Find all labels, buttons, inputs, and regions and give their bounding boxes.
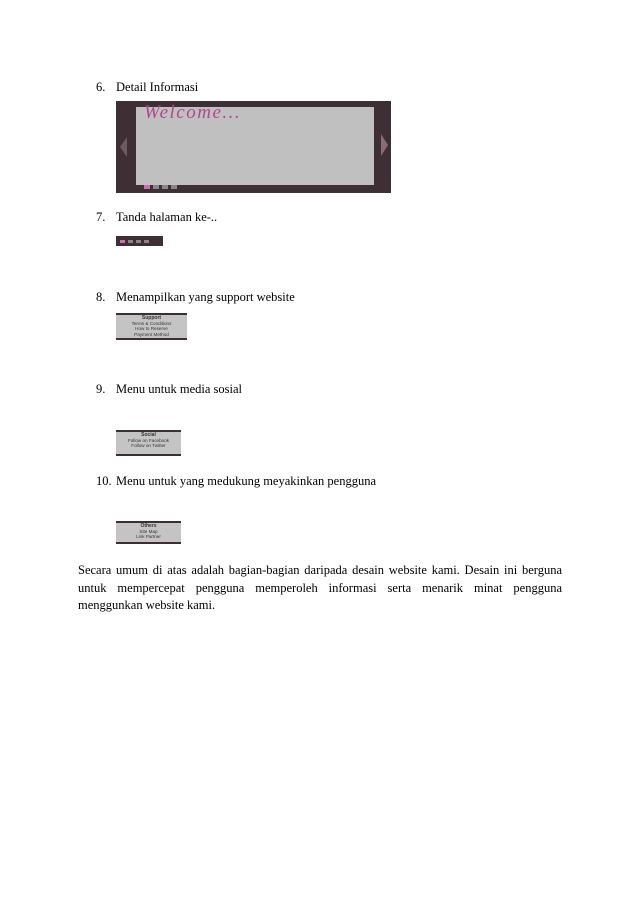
item-number: 7. xyxy=(96,210,106,224)
item-text: Menu untuk media sosial xyxy=(116,382,243,396)
item-number: 6. xyxy=(96,80,106,94)
page-dot xyxy=(162,185,168,189)
support-link: How to Reserve xyxy=(135,326,168,332)
item-number: 8. xyxy=(96,290,106,304)
page-dot xyxy=(144,240,149,243)
arrow-right-icon xyxy=(381,134,388,156)
page-dot xyxy=(171,185,177,189)
item-number: 9. xyxy=(96,382,106,396)
others-box-figure xyxy=(116,521,181,544)
social-box-figure xyxy=(116,430,181,456)
others-link: Link Partner xyxy=(136,534,161,540)
page-indicator-figure xyxy=(116,236,163,246)
arrow-left-icon xyxy=(120,137,127,157)
support-title: Support xyxy=(141,315,162,321)
summary-paragraph: Secara umum di atas adalah bagian-bagian daripada desain website kami. Desain ini berguna untuk mempercepat pengguna memperoleh informasi serta menarik minat pengguna menggunkan website kami. xyxy=(78,563,562,612)
page-dot xyxy=(136,240,141,243)
page-dot-active xyxy=(144,185,150,189)
list-item-9 xyxy=(96,382,242,397)
page-dot xyxy=(128,240,133,243)
item-text: Menu untuk yang medukung meyakinkan pengguna xyxy=(116,474,377,488)
item-number: 10. xyxy=(96,474,112,488)
list-item-7 xyxy=(96,210,217,225)
support-link: Payment Method xyxy=(134,331,169,337)
page-dot-active xyxy=(120,240,125,243)
support-link: Terms & Conditions xyxy=(131,321,172,327)
list-item-6 xyxy=(96,80,198,95)
others-link: Site Map xyxy=(139,529,158,535)
list-item-10 xyxy=(96,474,376,489)
item-text: Menampilkan yang support website xyxy=(116,290,295,304)
social-link: Follow on Facebook xyxy=(127,438,170,444)
list-item-8 xyxy=(96,290,295,305)
item-text: Tanda halaman ke-.. xyxy=(116,210,218,224)
slider-page-dots xyxy=(144,185,177,189)
welcome-slider-figure xyxy=(116,101,391,193)
welcome-title: Welcome... xyxy=(144,102,242,123)
social-title: Social xyxy=(141,432,156,438)
item-text: Detail Informasi xyxy=(116,80,199,94)
page-dot xyxy=(153,185,159,189)
support-box-figure xyxy=(116,313,187,340)
social-link: Follow on Twitter xyxy=(131,443,166,449)
others-title: Others xyxy=(140,523,157,529)
